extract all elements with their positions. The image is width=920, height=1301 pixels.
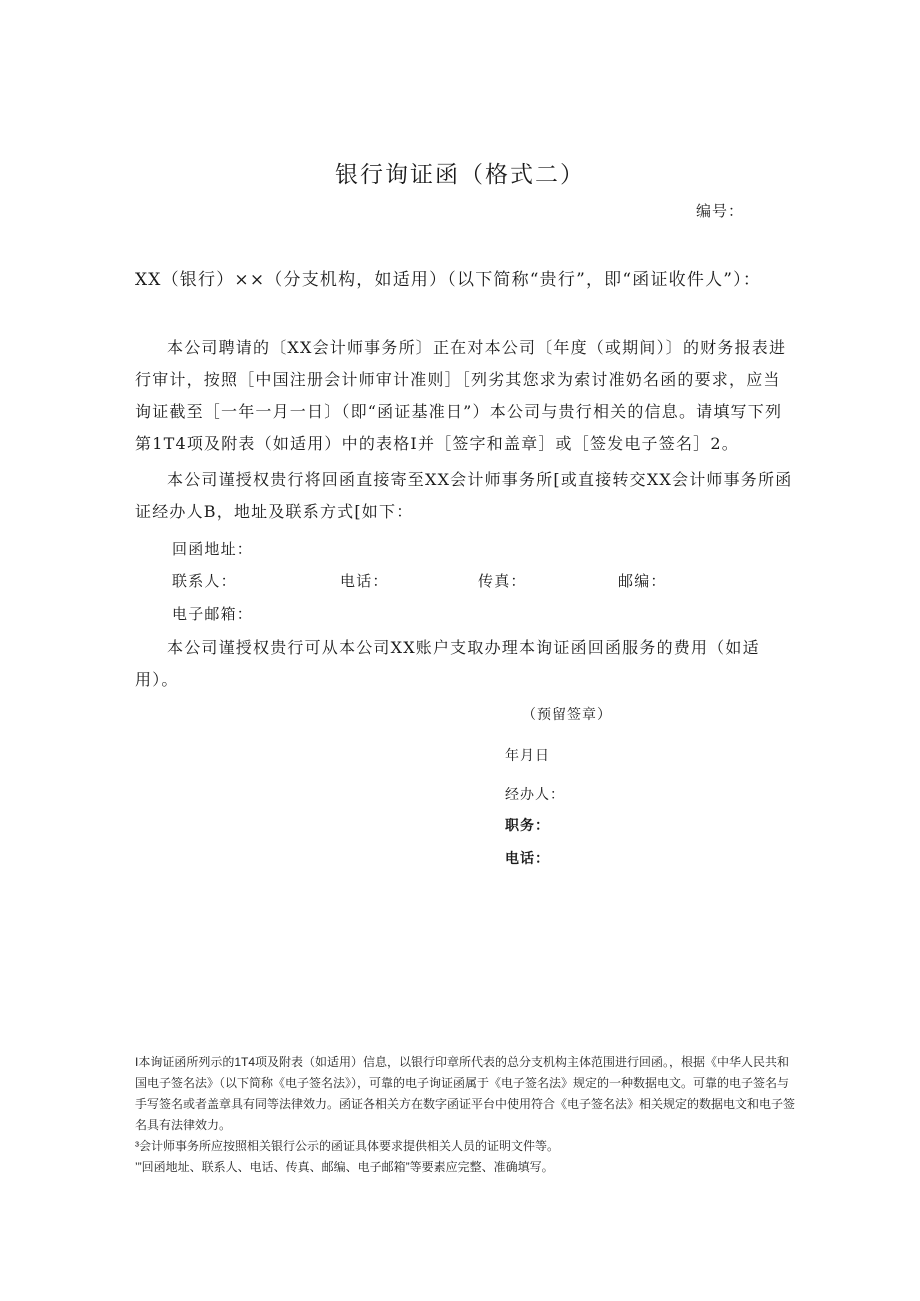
contact-info-row	[172, 570, 692, 594]
contact-person-label: 联系人：	[172, 572, 237, 590]
reserved-seal-label: （预留签章）	[522, 707, 612, 723]
handler-label: 经办人：	[505, 787, 565, 803]
fax-label: 传真：	[478, 572, 527, 590]
document-number-label: 编号：	[696, 202, 745, 220]
addressee-line: XX（银行）××（分支机构，如适用）（以下简称“贵行”，即“函证收件人”）：	[135, 270, 762, 290]
paragraph-audit-request: 本公司聘请的〔XX会计师事务所〕正在对本公司〔年度（或期间）〕的财务报表进行审计，按照［中国注册会计师审计准则］［列劣其您求为索讨准奶名函的要求，应当询证截至［一年一月一日〕（即“函证基准日”）本公司与贵行相关的信息。请填写下列第1T4项及附表（如适用）中的表格I并［签字和盖章］或［签发电子签名］2。	[135, 338, 787, 453]
postcode-label: 邮编：	[618, 572, 667, 590]
return-address-label: 回函地址：	[172, 540, 254, 558]
footnote-3: ’”回函地址、联系人、电话、传真、邮编、电子邮箱”等要素应完整、准确填写。	[135, 1160, 554, 1174]
date-label: 年月日	[505, 748, 550, 764]
footnote-1: I本询证函所列示的1T4项及附表（如适用）信息，以银行印章所代表的总分支机构主体范围进行回函。，根据《中华人民共和国电子签名法》（以下简称《电子签名法》），可靠的电子询证函属于《电子签名法》规定的一种数据电文。可靠的电子签名与手写签名或者盖章具有同等法律效力。函证各相关方在数字函证平台中使用符合《电子签名法》相关规定的数据电文和电子签名具有法律效力。	[135, 1055, 796, 1132]
document-title: 银行询证函（格式二）	[335, 162, 585, 188]
phone-label: 电话：	[340, 572, 389, 590]
footnotes	[135, 1052, 800, 1178]
paragraph-reply-authorization: 本公司谨授权贵行将回函直接寄至XX会计师事务所[或直接转交XX会计师事务所函证经办人B，地址及联系方式[如下：	[135, 470, 793, 521]
email-label: 电子邮箱：	[172, 605, 254, 623]
paragraph-fee-authorization: 本公司谨授权贵行可从本公司XX账户支取办理本询证函回函服务的费用（如适用）。	[135, 638, 760, 689]
signer-phone-label: 电话：	[505, 851, 550, 867]
footnote-2: ³会计师事务所应按照相关银行公示的函证具体要求提供相关人员的证明文件等。	[135, 1139, 559, 1153]
position-label: 职务：	[505, 818, 550, 834]
